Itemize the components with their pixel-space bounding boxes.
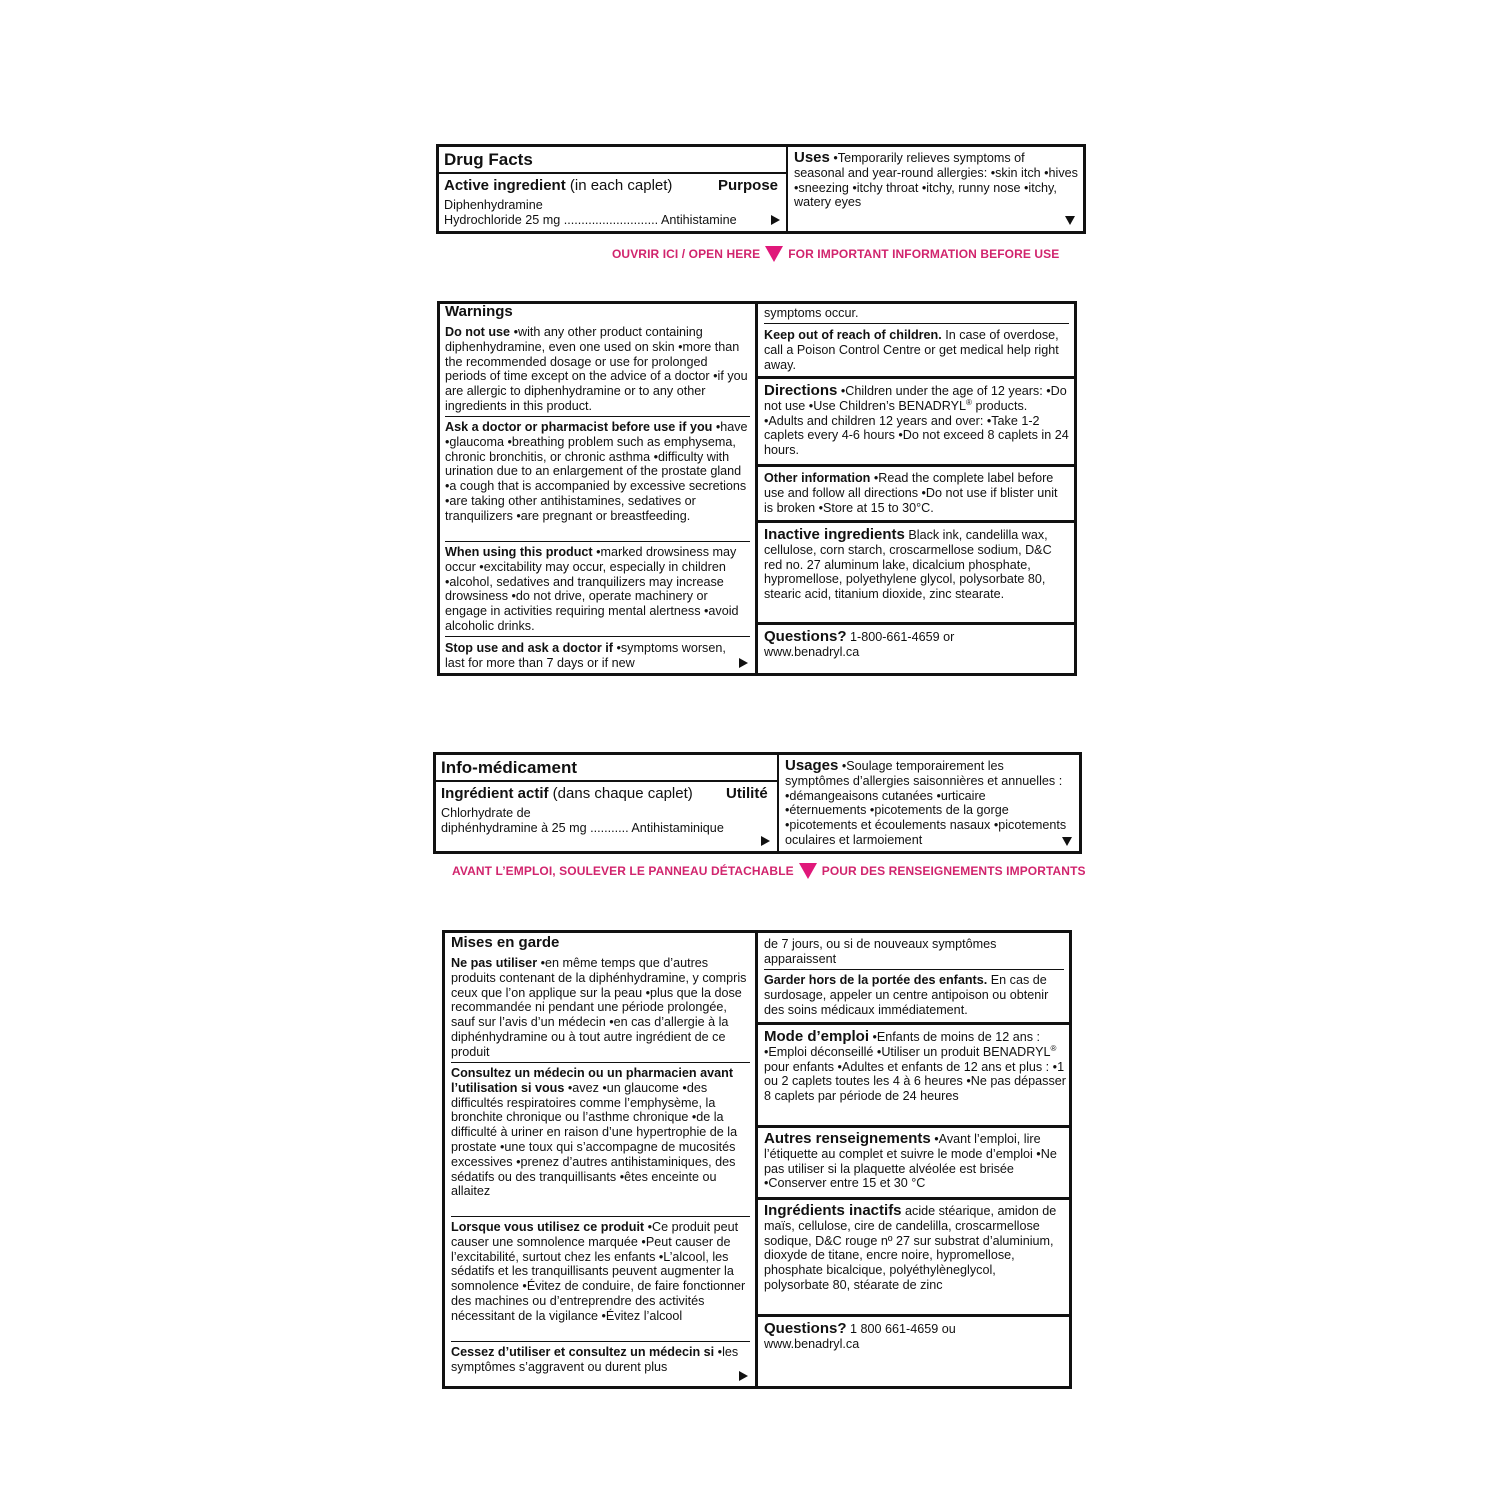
section-rule: [764, 323, 1069, 324]
when-using-section: [451, 1220, 751, 1324]
warnings-title: Mises en garde: [451, 934, 560, 951]
directions-text-1: •Children under the age of 12 years: •Do not use •Use Children’s BENADRYL: [764, 384, 1067, 413]
continued-text-value: de 7 jours, ou si de nouveaux symptômes apparaissent: [764, 937, 997, 966]
ask-doctor-label: Consultez un médecin ou un pharmacien avant l’utilisation si vous: [451, 1066, 734, 1095]
questions-text: 1-800-661-4659 or www.benadryl.ca: [764, 630, 955, 659]
section-rule: [451, 1062, 750, 1063]
active-ingredient-paren: (in each caplet): [565, 177, 673, 194]
arrow-right-icon: [771, 215, 780, 225]
open-here-triangle-icon: [799, 863, 817, 879]
directions-text-2: pour enfants •Adultes et enfants de 12 ans et plus : •1 ou 2 caplets toutes les 4 à 6 heures •Ne pas dépasser 8 caplets par période de 24 heures: [764, 1059, 1066, 1104]
title-rule: [438, 172, 786, 174]
section-rule-thick: [757, 1314, 1070, 1317]
questions-label: Questions?: [764, 628, 847, 645]
ingredient-line-1: Diphenhydramine: [444, 198, 543, 212]
open-here-triangle-icon: [765, 246, 783, 262]
section-rule-thick: [757, 622, 1075, 625]
continued-text: [764, 937, 1064, 967]
info-medicament-title: Info-médicament: [441, 758, 578, 777]
uses-label: Uses: [794, 149, 830, 166]
section-rule: [445, 541, 750, 542]
do-not-use-label: Ne pas utiliser: [451, 956, 538, 970]
keep-out-label: Keep out of reach of children.: [764, 328, 942, 342]
questions-section: [764, 630, 994, 660]
inactive-ingredients-label: Inactive ingredients: [764, 526, 905, 543]
ask-doctor-text: •avez •un glaucome •des difficultés respiratoires comme l’emphysème, la bronchite chronique ou l’asthme chronique •de la difficulté à uriner en raison d’une hypertrophie de la prostate •une toux qui s’accompagne de mucosités excessives •prenez d’autres antihistaminiques, des sédatifs ou des tranquillisants •êtes enceinte ou allaitez: [451, 1080, 738, 1199]
open-here-right-text: FOR IMPORTANT INFORMATION BEFORE USE: [788, 246, 1060, 261]
other-info-text: •Avant l’emploi, lire l’étiquette au complet et suivre le mode d’emploi •Ne pas utiliser si la plaquette alvéolée est brisée •Conserver entre 15 et 30 °C: [764, 1132, 1057, 1191]
ask-doctor-section: [445, 420, 751, 524]
questions-section: [764, 1322, 994, 1352]
warnings-divider: [755, 932, 758, 1387]
directions-section: [764, 1030, 1067, 1104]
do-not-use-text: •with any other product containing diphenhydramine, even one used on skin •more than the recommended dosage or use for prolonged periods of time except on the advice of a doctor •if you are allergic to diphenhydramine or to any other ingredients in this product.: [445, 325, 748, 413]
do-not-use-section: [451, 956, 751, 1060]
section-rule-thick: [757, 520, 1075, 523]
keep-out-text: In case of overdose, call a Poison Control Centre or get medical help right away.: [764, 328, 1059, 372]
continued-text: symptoms occur.: [764, 306, 859, 320]
title-rule: [435, 780, 777, 782]
stop-use-label: Stop use and ask a doctor if: [445, 641, 613, 655]
when-using-text: •marked drowsiness may occur •excitability may occur, especially in children •alcohol, sedatives and tranquilizers may increase drowsiness •do not drive, operate machinery or engage in activities requiring mental alertness •avoid alcoholic drinks.: [445, 545, 739, 633]
panel-divider: [777, 754, 779, 852]
section-rule: [445, 636, 750, 637]
section-rule: [445, 416, 750, 417]
purpose-label: Utilité: [726, 785, 768, 802]
ask-doctor-text: •have •glaucoma •breathing problem such as emphysema, chronic bronchitis, or chronic asthma •difficulty with urination due to an enlargement of the prostate gland •a cough that is accompanied by excessive secretions •are taking other antihistamines, sedatives or tranquilizers •are pregnant or breastfeeding.: [445, 420, 748, 523]
keep-out-text: En cas de surdosage, appeler un centre antipoison ou obtenir des soins médicaux immédiatement.: [764, 973, 1049, 1017]
usages-text: •Soulage temporairement les symptômes d’allergies saisonnières et annuelles : •démangeaisons cutanées •urticaire •éternuements •picotements de la gorge •picotements et écoulements nasaux •picotements oculaires et larmoiement: [785, 759, 1067, 847]
directions-label: Directions: [764, 382, 838, 399]
directions-section: [764, 384, 1069, 458]
arrow-down-icon: [1062, 837, 1072, 846]
arrow-right-icon: [739, 1371, 748, 1381]
do-not-use-text: •en même temps que d’autres produits contenant de la diphénhydramine, y compris ceux que l’on applique sur la peau •plus que la dose recommandée ni pendant une période prolongée, sauf sur l’avis d’un médecin •en cas d’allergie à la diphénhydramine ou à tout autre ingrédient de ce produit: [451, 956, 747, 1059]
other-info-section: [764, 471, 1070, 515]
when-using-text: •Ce produit peut causer une somnolence marquée •Peut causer de l’excitabilité, surtout chez les enfants •L’alcool, les sédatifs et les tranquillisants peuvent augmenter la somnolence •Évitez de conduire, de faire fonctionner des machines ou d’entreprendre des activités nécessitant de la vigilance •Évitez l’alcool: [451, 1220, 746, 1323]
ingredient-line-2: Hydrochloride 25 mg ........................... Antihistamine: [444, 213, 737, 227]
uses-section: [794, 151, 1078, 210]
inactive-ingredients-section: [764, 528, 1070, 602]
section-rule: [451, 1216, 750, 1217]
active-ingredient-heading: [444, 179, 672, 194]
section-rule-thick: [757, 1125, 1070, 1128]
uses-text: •Temporarily relieves symptoms of seasonal and year-round allergies: •skin itch •hives •sneezing •itchy throat •itchy, runny nose •itchy, watery eyes: [794, 151, 1078, 210]
registered-mark: ®: [1050, 1043, 1057, 1053]
active-ingredient-label: Active ingredient: [444, 177, 566, 194]
active-ingredient-heading: [441, 787, 693, 802]
open-here-banner-en: [612, 246, 1059, 262]
arrow-down-icon: [1065, 216, 1075, 225]
section-rule: [451, 1341, 750, 1342]
stop-use-label: Cessez d’utiliser et consultez un médecin si: [451, 1345, 715, 1359]
keep-out-section: [764, 973, 1064, 1017]
active-ingredient-paren: (dans chaque caplet): [548, 785, 693, 802]
do-not-use-label: Do not use: [445, 325, 511, 339]
section-rule-thick: [757, 464, 1075, 467]
open-here-left-text: OUVRIR ICI / OPEN HERE: [612, 246, 761, 261]
drug-facts-title: Drug Facts: [444, 150, 533, 169]
directions-text-2: products. •Adults and children 12 years and over: •Take 1-2 caplets every 4-6 hours •Do not exceed 8 caplets in 24 hours.: [764, 398, 1069, 458]
section-rule-thick: [757, 1022, 1070, 1025]
active-ingredient-label: Ingrédient actif: [441, 785, 549, 802]
keep-out-label: Garder hors de la portée des enfants.: [764, 973, 988, 987]
section-rule-thick: [757, 1197, 1070, 1200]
stop-use-section: [445, 641, 743, 671]
ingredient-line-1: Chlorhydrate de: [441, 806, 531, 820]
purpose-label: Purpose: [718, 177, 779, 194]
other-info-section: [764, 1132, 1066, 1191]
when-using-section: [445, 545, 751, 634]
keep-out-section: [764, 328, 1064, 372]
other-info-label: Other information: [764, 471, 871, 485]
usages-label: Usages: [785, 757, 839, 774]
arrow-right-icon: [761, 836, 770, 846]
open-here-left-text: AVANT L’EMPLOI, SOULEVER LE PANNEAU DÉTACHABLE: [452, 863, 794, 878]
panel-divider: [786, 146, 788, 232]
do-not-use-section: [445, 325, 751, 414]
inactive-ingredients-label: Ingrédients inactifs: [764, 1202, 902, 1219]
other-info-text: •Read the complete label before use and follow all directions •Do not use if blister unit is broken •Store at 15 to 30°C.: [764, 471, 1058, 515]
open-here-right-text: POUR DES RENSEIGNEMENTS IMPORTANTS: [821, 863, 1086, 878]
stop-use-text: •symptoms worsen, last for more than 7 days or if new: [445, 641, 726, 670]
section-rule-thick: [757, 376, 1075, 379]
inactive-ingredients-text: acide stéarique, amidon de maïs, cellulose, cire de candelilla, croscarmellose sodique, D&C rouge nº 27 sur substrat d’aluminium, dioxyde de titane, encre noire, hypromellose, phosphate bicalcique, polyéthylèneglycol, polysorbate 80, stéarate de zinc: [764, 1204, 1057, 1292]
directions-label: Mode d’emploi: [764, 1028, 869, 1045]
questions-label: Questions?: [764, 1320, 847, 1337]
stop-use-section: [451, 1345, 741, 1375]
inactive-ingredients-section: [764, 1204, 1064, 1293]
inactive-ingredients-text: Black ink, candelilla wax, cellulose, corn starch, croscarmellose sodium, D&C red no. 27 aluminum lake, dicalcium phosphate, hypromellose, polyethylene glycol, polysorbate 80, stearic acid, titanium dioxide, zinc stearate.: [764, 528, 1052, 602]
directions-text-1: •Enfants de moins de 12 ans : •Emploi déconseillé •Utiliser un produit BENADRYL: [764, 1030, 1051, 1059]
when-using-label: Lorsque vous utilisez ce produit: [451, 1220, 645, 1234]
warnings-title: Warnings: [445, 303, 513, 320]
usages-section: [785, 759, 1069, 848]
open-here-banner-fr: [452, 863, 1086, 879]
questions-text: 1 800 661-4659 ou www.benadryl.ca: [764, 1322, 956, 1351]
ingredient-line-2: diphénhydramine à 25 mg ........... Antihistaminique: [441, 821, 724, 835]
section-rule: [764, 969, 1064, 970]
ask-doctor-label: Ask a doctor or pharmacist before use if you: [445, 420, 713, 434]
registered-mark: ®: [966, 397, 972, 407]
ask-doctor-section: [451, 1066, 751, 1199]
when-using-label: When using this product: [445, 545, 593, 559]
warnings-divider: [755, 303, 758, 674]
stop-use-text: •les symptômes s’aggravent ou durent plus: [451, 1345, 739, 1374]
other-info-label: Autres renseignements: [764, 1130, 931, 1147]
arrow-right-icon: [739, 658, 748, 668]
